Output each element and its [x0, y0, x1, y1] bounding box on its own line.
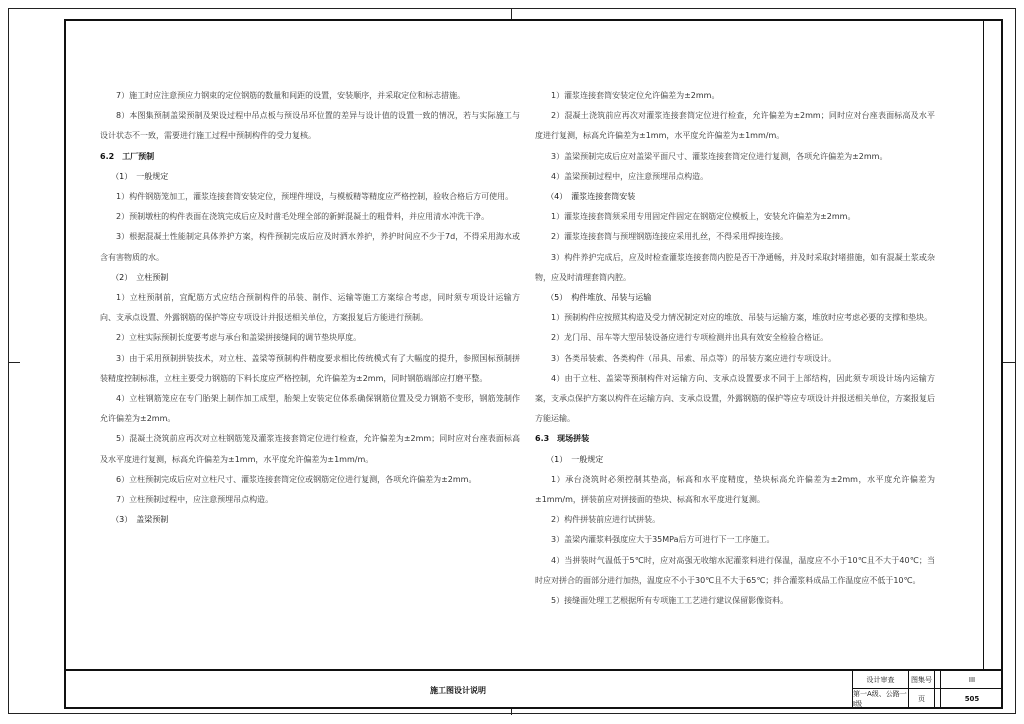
section-heading: 6.2 工厂预制: [100, 151, 155, 161]
atlas-number-value: III: [968, 675, 976, 684]
paragraph: 2）预制墩柱的构件表面在浇筑完成后应及时凿毛处理全部的新鲜混凝土的粗骨料，并应用清水冲洗干净。: [116, 212, 490, 222]
design-review-label: 设计审查: [866, 675, 895, 684]
paragraph: 1）构件钢筋笼加工，灌浆连接套筒安装定位，预埋件埋设，与模板精等精度应严格控制，验收合格后方可使用。: [116, 192, 514, 202]
paragraph: 2）龙门吊、吊车等大型吊装设备应进行专项检测并出具有效安全检验合格证。: [551, 333, 829, 343]
scope-label: 第一A级、公路一I级: [853, 690, 907, 708]
paragraph: 1）灌浆连接套筒须采用专用固定件固定在钢筋定位模板上，安装允许偏差为±2mm。: [551, 212, 856, 222]
page-label: 页: [918, 695, 925, 703]
paragraph: 4）当拼装时气温低于5℃时，应对高强无收缩水泥灌浆料进行保温，温度应不小于10℃且不大于40℃；当时应对拼合的面部分进行加热，温度应不小于30℃且不大于65℃；拌合灌浆料成品工作温度应不低于10℃。: [535, 555, 935, 585]
right-text-column: [535, 86, 935, 611]
title-block: [64, 669, 1003, 709]
paragraph: 5）混凝土浇筑前应再次对立柱钢筋笼及灌浆连接套筒定位进行检查，允许偏差为±2mm；同时应对台座表面标高及水平度进行复测，标高允许偏差为±1mm，水平度允许偏差为±1mm/m。: [100, 434, 520, 464]
atlas-number-label: 图集号: [911, 675, 932, 684]
paragraph: 3）各类吊装索、各类构件（吊具、吊索、吊点等）的吊装方案应进行专项设计。: [551, 353, 837, 363]
paragraph: 1）灌浆连接套筒安装定位允许偏差为±2mm。: [551, 91, 720, 100]
subsection-heading: （3） 盖梁预制: [111, 515, 169, 525]
paragraph: 2）立柱实际预制长度要考虑与承台和盖梁拼接缝间的调节垫块厚度。: [116, 333, 362, 343]
subsection-heading: （5） 构件堆放、吊装与运输: [546, 293, 652, 303]
paragraph: 8）本图集预制盖梁预制及架设过程中吊点板与预设吊环位置的差异与设计值的设置一致的情况，若与实际施工与设计状态不一致，需要进行施工过程中预制构件的受力复核。: [100, 111, 520, 141]
paragraph: 3）由于采用预制拼装技术，对立柱、盖梁等预制构件精度要求相比传统模式有了大幅度的提升，参照国标预制拼装精度控制标准，立柱主要受力钢筋的下料长度应严格控制，允许偏差为±2mm，同时钢筋端部应打磨平整。: [100, 353, 520, 383]
left-text-column: [100, 86, 520, 530]
paragraph: 3）根据混凝土性能制定具体养护方案，构件预制完成后应及时洒水养护，养护时间应不少于7d，不得采用海水或含有害物质的水。: [100, 232, 520, 262]
paragraph: 5）接缝面处理工艺根据所有专项施工工艺进行建议保留影像资料。: [551, 596, 789, 606]
subsection-heading: （2） 立柱预制: [111, 272, 169, 282]
center-tick-top: [511, 8, 512, 19]
subsection-heading: （4） 灌浆连接套筒安装: [546, 192, 636, 202]
paragraph: 3）盖梁内灌浆料强度应大于35MPa后方可进行下一工序施工。: [551, 535, 775, 545]
paragraph: 1）承台浇筑时必须控制其垫高，标高和水平度精度，垫块标高允许偏差为±2mm，水平度允许偏差为±1mm/m，拼装前应对拼接面的垫块、标高和水平度进行复测。: [535, 474, 935, 505]
paragraph: 1）预制构件应按照其构造及受力情况制定对应的堆放、吊装与运输方案，堆放时应考虑必要的支撑和垫块。: [551, 313, 933, 323]
center-tick-left: [8, 362, 20, 363]
paragraph: 6）立柱预制完成后应对立柱尺寸、灌浆连接套筒定位或钢筋定位进行复测，各项允许偏差为±2mm。: [116, 474, 477, 484]
subsection-heading: （1） 一般规定: [111, 171, 169, 181]
paragraph: 1）立柱预制前，宜配筋方式应结合预制构件的吊装、制作、运输等施工方案综合考虑，同时须专项设计运输方向、支承点设置、外露钢筋的保护等应专项设计并报送相关单位，方案报复后方能进行预制。: [100, 293, 520, 323]
section-heading: 6.3 现场拼装: [535, 434, 590, 444]
paragraph: 4）立柱钢筋笼应在专门胎架上制作加工成型，胎架上安装定位体系确保钢筋位置及受力钢筋不变形，钢筋笼制作允许偏差为±2mm。: [100, 394, 520, 424]
paragraph: 7）施工时应注意预应力钢束的定位钢筋的数量和间距的设置，安装顺序，并采取定位和标志措施。: [116, 91, 466, 100]
center-tick-bottom: [511, 709, 512, 715]
center-tick-right: [1003, 362, 1016, 363]
paragraph: 2）构件拼装前应进行试拼装。: [551, 515, 661, 525]
drawing-title: 施工图设计说明: [430, 685, 486, 695]
paragraph: 7）立柱预制过程中，应注意预埋吊点构造。: [116, 495, 274, 505]
paragraph: 2）灌浆连接套筒与预埋钢筋连接应采用扎丝，不得采用焊接连接。: [551, 232, 789, 242]
subsection-heading: （1） 一般规定: [546, 454, 604, 464]
paragraph: 3）构件养护完成后，应及时检查灌浆连接套筒内腔是否干净通畅，并及时采取封堵措施，如有混凝土浆或杂物，应及时清理套筒内腔。: [535, 252, 935, 282]
right-margin-line: [983, 19, 984, 669]
paragraph: 2）混凝土浇筑前应再次对灌浆连接套筒定位进行检查，允许偏差为±2mm；同时应对台座表面标高及水平度进行复测，标高允许偏差为±1mm，水平度允许偏差为±1mm/m。: [535, 111, 935, 141]
paragraph: 3）盖梁预制完成后应对盖梁平面尺寸、灌浆连接套筒定位进行复测，各项允许偏差为±2mm。: [551, 151, 888, 161]
paragraph: 4）由于立柱、盖梁等预制构件对运输方向、支承点设置要求不同于上部结构，因此须专项设计场内运输方案，支承点保护方案以构件在运输方向、支承点设置，外露钢筋的保护等应专项设计并报送相关单位，方案报复后方能运输。: [535, 373, 935, 424]
paragraph: 4）盖梁预制过程中，应注意预埋吊点构造。: [551, 171, 709, 181]
page-number: 505: [964, 695, 980, 703]
